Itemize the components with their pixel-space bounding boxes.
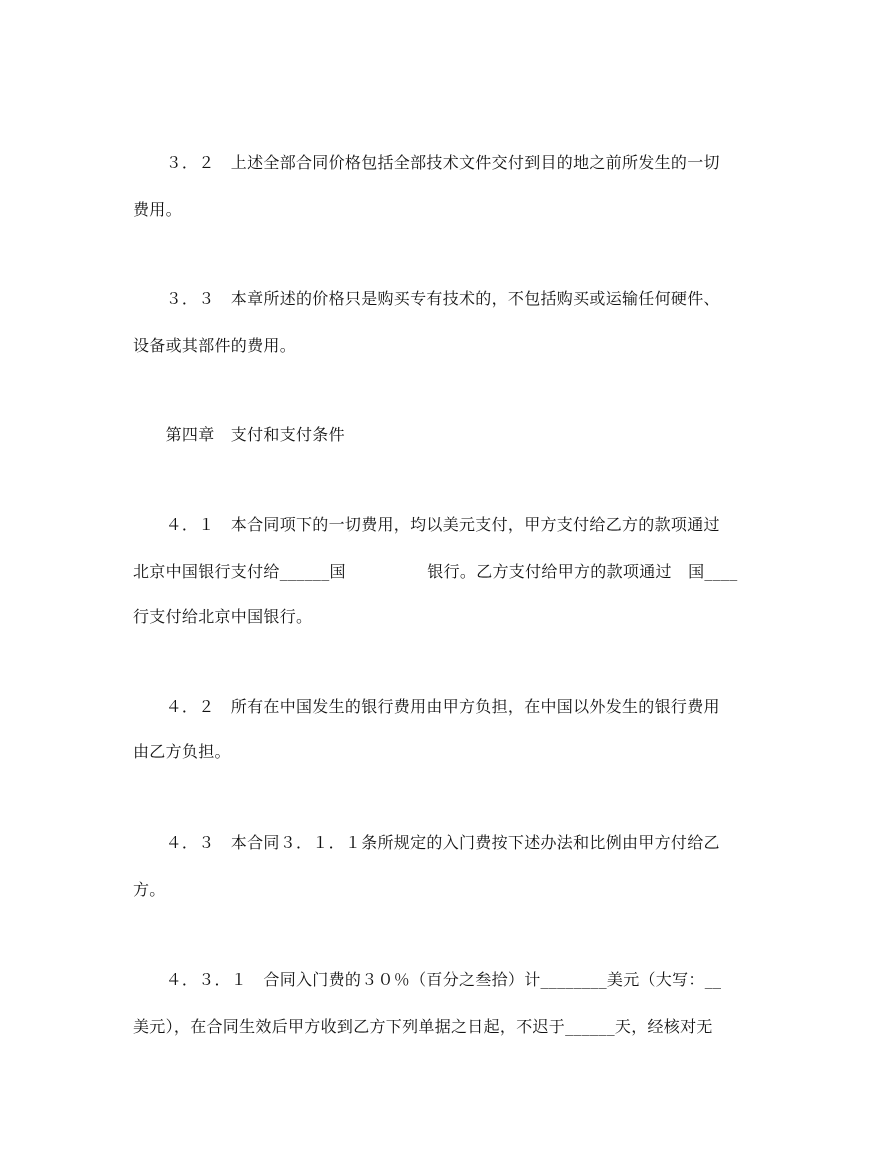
clause-4-3-line-1: ４．３ 本合同３．１．１条所规定的入门费按下述办法和比例由甲方付给乙 [133,833,720,852]
clause-4-2-line-2: 由乙方负担。 [133,742,231,761]
clause-4-1-line-1: ４．１ 本合同项下的一切费用，均以美元支付，甲方支付给乙方的款项通过 [133,515,720,534]
clause-4-1-line-2: 北京中国银行支付给______国 银行。乙方支付给甲方的款项通过 国____ [133,562,738,581]
clause-4-3-line-2: 方。 [133,880,166,899]
clause-4-2-line-1: ４．２ 所有在中国发生的银行费用由甲方负担，在中国以外发生的银行费用 [133,697,720,716]
clause-3-3-line-1: ３．３ 本章所述的价格只是购买专有技术的，不包括购买或运输任何硬件、 [133,289,720,308]
clause-4-3-1-line-2: 美元），在合同生效后甲方收到乙方下列单据之日起，不迟于______天，经核对无 [133,1017,713,1036]
clause-3-3-line-2: 设备或其部件的费用。 [133,336,297,355]
chapter-4-heading: 第四章 支付和支付条件 [133,425,345,444]
clause-3-2-line-1: ３．２ 上述全部合同价格包括全部技术文件交付到目的地之前所发生的一切 [133,153,720,172]
clause-4-1-line-3: 行支付给北京中国银行。 [133,607,313,626]
clause-4-3-1-line-1: ４．３．１ 合同入门费的３０％（百分之叁拾）计________美元（大写：__ [133,970,722,989]
clause-3-2-line-2: 费用。 [133,200,182,219]
